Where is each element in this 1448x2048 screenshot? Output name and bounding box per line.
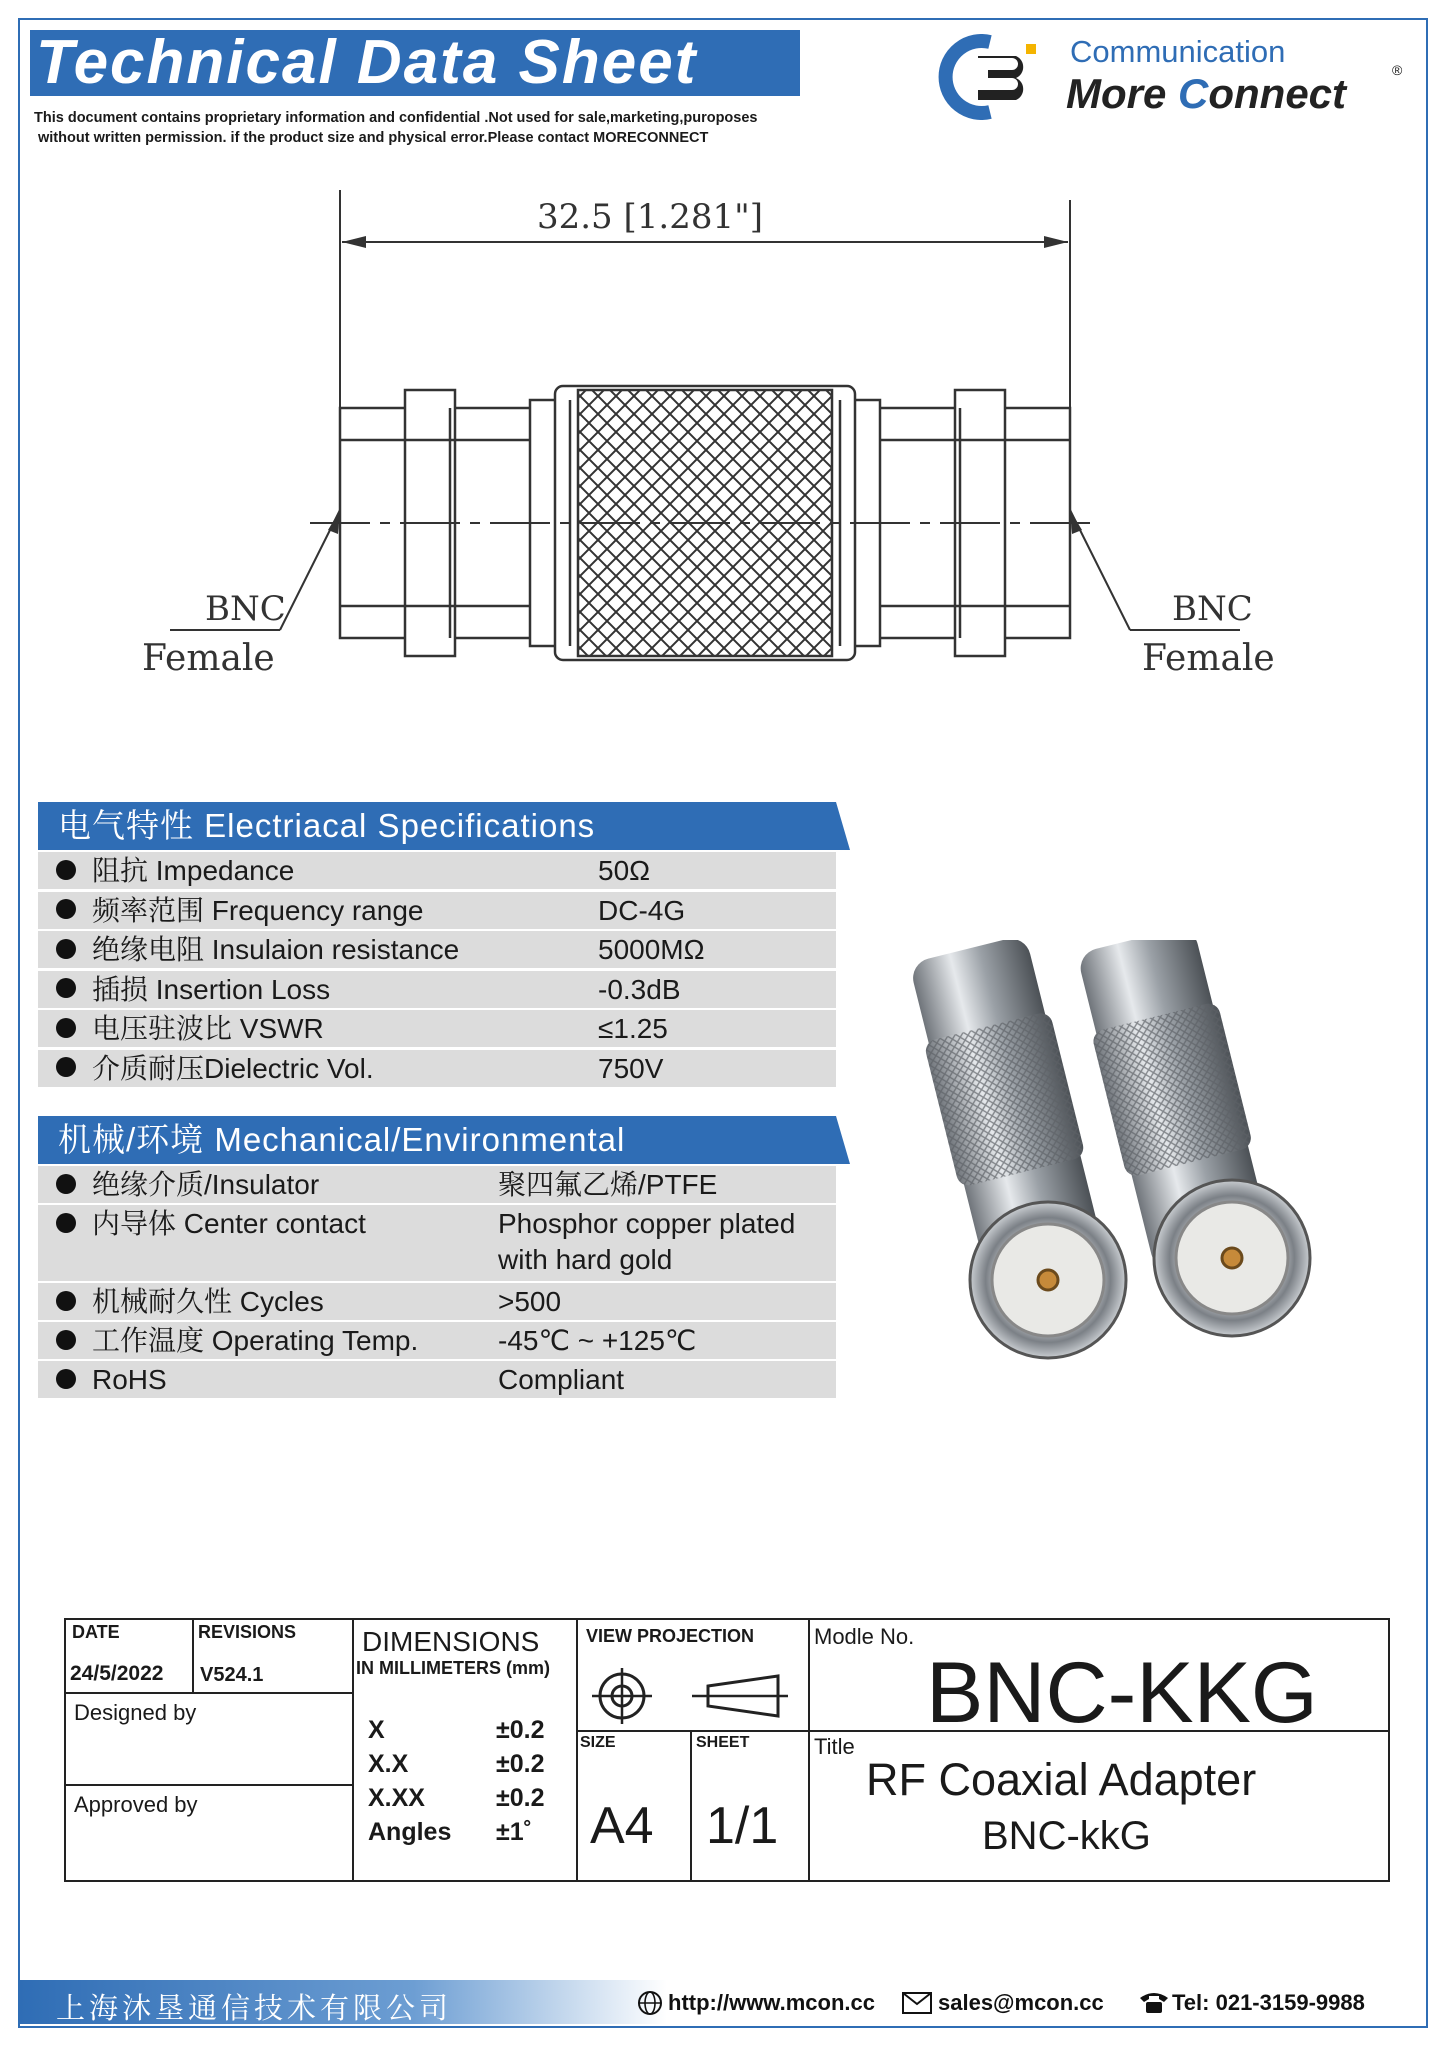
spec-value: -45℃ ~ +125℃ [498, 1325, 697, 1356]
spec-value: 5000MΩ [598, 934, 705, 965]
tolerance-name: X.XX [368, 1784, 425, 1812]
spec-row [38, 1205, 836, 1281]
revisions-label: REVISIONS [198, 1622, 297, 1642]
mechanical-heading: 机械/环境 Mechanical/Environmental [38, 1116, 836, 1164]
spec-row [38, 1050, 836, 1087]
spec-value: 聚四氟乙烯/PTFE [498, 1169, 718, 1200]
spec-row [38, 892, 836, 929]
dimensions-label: DIMENSIONS [362, 1626, 540, 1657]
bullet-icon [56, 1174, 76, 1194]
spec-label: RoHS [92, 1364, 167, 1395]
spec-label: 频率范围 Frequency range [92, 894, 424, 926]
brand-c: C [1178, 70, 1209, 117]
brand-rest: onnect [1208, 70, 1347, 117]
dimension-text: 32.5 [1.281"] [536, 197, 764, 237]
sheet-label: SHEET [696, 1734, 750, 1751]
bullet-icon [56, 899, 76, 919]
spec-label: 电压驻波比 VSWR [92, 1013, 324, 1044]
spec-label: 介质耐压Dielectric Vol. [92, 1052, 374, 1084]
sheet-value: 1/1 [706, 1797, 779, 1855]
adapter-drawing [130, 180, 1330, 700]
spec-row [38, 1283, 836, 1320]
tolerance-value: ±0.2 [496, 1750, 545, 1778]
tolerance-value: ±0.2 [496, 1784, 545, 1812]
brand-communication: Communication [1070, 34, 1286, 69]
tolerance-value: ±1˚ [496, 1818, 532, 1846]
spec-label: 插损 Insertion Loss [92, 973, 331, 1005]
electrical-heading: 电气特性 Electriacal Specifications [38, 802, 836, 850]
spec-value: -0.3dB [598, 973, 681, 1005]
page-title: Technical Data Sheet [30, 30, 800, 96]
bullet-icon [56, 1291, 76, 1311]
left-female-label: Female [142, 638, 275, 679]
spec-value: 50Ω [598, 855, 651, 886]
approved-by-label: Approved by [74, 1792, 198, 1817]
phone-icon [1138, 1990, 1170, 2014]
spec-label: 工作温度 Operating Temp. [92, 1325, 419, 1356]
spec-value: 750V [598, 1052, 664, 1084]
spec-row [38, 1322, 836, 1359]
mail-icon [902, 1992, 932, 2014]
view-projection-label: VIEW PROJECTION [586, 1626, 755, 1646]
bullet-icon [56, 1018, 76, 1038]
title-line-1: RF Coaxial Adapter [866, 1754, 1257, 1805]
spec-value: >500 [498, 1286, 562, 1317]
revisions-value: V524.1 [200, 1664, 264, 1686]
brand-more: More [1066, 70, 1179, 117]
spec-value: Compliant [498, 1364, 625, 1395]
title-label: Title [814, 1734, 855, 1759]
website-link[interactable]: http://www.mcon.cc [668, 1990, 875, 2015]
designed-by-label: Designed by [74, 1700, 197, 1725]
bullet-icon [56, 939, 76, 959]
size-value: A4 [590, 1797, 654, 1855]
dimensions-unit: IN MILLIMETERS (mm) [356, 1658, 550, 1678]
brand-name [1066, 70, 1346, 118]
globe-icon [637, 1990, 663, 2016]
bullet-icon [56, 1213, 76, 1233]
model-label: Modle No. [814, 1624, 915, 1649]
tolerance-name: Angles [368, 1818, 452, 1846]
title-block [64, 1618, 1390, 1882]
title-line-2: BNC-kkG [982, 1814, 1151, 1858]
projection-symbol-icon [582, 1668, 792, 1724]
spec-row [38, 971, 836, 1008]
company-name: 上海沐垦通信技术有限公司 [56, 1991, 453, 2025]
bullet-icon [56, 1369, 76, 1389]
bullet-icon [56, 860, 76, 880]
spec-value-continued: with hard gold [498, 1244, 673, 1275]
date-value: 24/5/2022 [70, 1662, 164, 1685]
spec-label: 内导体 Center contact [92, 1208, 366, 1239]
model-value: BNC-KKG [926, 1645, 1318, 1741]
disclaimer-line-1: This document contains proprietary information and confidential .Not used for sale,marketing,puroposes [34, 110, 758, 126]
date-label: DATE [72, 1622, 120, 1642]
spec-label: 阻抗 Impedance [92, 855, 295, 886]
spec-label: 绝缘介质/Insulator [92, 1169, 320, 1200]
bullet-icon [56, 978, 76, 998]
size-label: SIZE [580, 1734, 616, 1751]
telephone: Tel: 021-3159-9988 [1172, 1990, 1365, 2015]
spec-label: 绝缘电阻 Insulaion resistance [92, 934, 460, 965]
bullet-icon [56, 1057, 76, 1077]
product-photo [900, 940, 1340, 1380]
right-female-label: Female [1142, 638, 1275, 679]
tolerance-name: X [368, 1716, 385, 1744]
tolerance-value: ±0.2 [496, 1716, 545, 1744]
registered-mark: ® [1392, 62, 1403, 78]
spec-value: Phosphor copper plated [498, 1208, 796, 1239]
spec-row [38, 1166, 836, 1203]
spec-row [38, 931, 836, 968]
bullet-icon [56, 1330, 76, 1350]
tolerance-name: X.X [368, 1750, 409, 1778]
spec-value: DC-4G [598, 894, 686, 926]
disclaimer [34, 108, 834, 148]
spec-row [38, 1010, 836, 1047]
footer-bar [20, 1980, 1426, 2024]
left-bnc-label: BNC [205, 589, 286, 629]
spec-row [38, 852, 836, 889]
disclaimer-line-2: without written permission. if the product size and physical error.Please contact MORECONNECT [38, 130, 709, 146]
company-logo-icon [930, 34, 1050, 120]
right-bnc-label: BNC [1172, 589, 1253, 629]
spec-value: ≤1.25 [598, 1013, 668, 1044]
spec-label: 机械耐久性 Cycles [92, 1286, 324, 1317]
spec-row [38, 1361, 836, 1398]
email-link[interactable]: sales@mcon.cc [938, 1990, 1104, 2015]
